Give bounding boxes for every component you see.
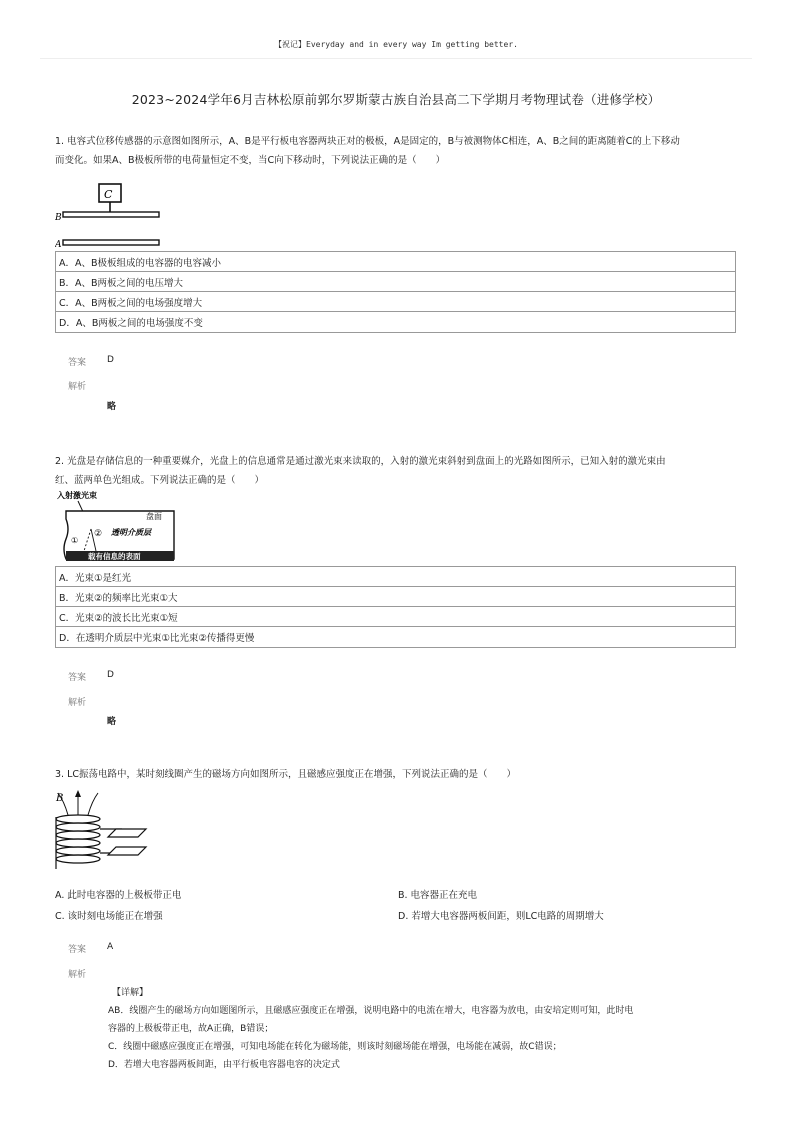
q1-stem-line2: 而变化。如果A、B极板所带的电荷量恒定不变，当C向下移动时，下列说法正确的是（ ） bbox=[55, 155, 446, 166]
q3-analysis-label: 解析 bbox=[68, 970, 87, 980]
q1-answer-label: 答案 bbox=[68, 358, 87, 368]
q3-option-c[interactable]: C. 该时刻电场能正在增强 bbox=[55, 911, 163, 922]
q3-label-b: B bbox=[56, 793, 64, 804]
q2-stem bbox=[55, 452, 745, 490]
q3-detail-line-3: C．线圈中磁感应强度正在增强，可知电场能在转化为磁场能，则该时刻磁场能在增强，电场能在减弱，故C错误； bbox=[108, 1042, 562, 1052]
q1-answer-value: D bbox=[107, 355, 114, 365]
q2-answer-value: D bbox=[107, 670, 114, 680]
q1-analysis-value: 略 bbox=[107, 402, 117, 412]
q3-options bbox=[55, 887, 745, 922]
q1-option-d[interactable]: D．A、B两板之间的电场强度不变 bbox=[59, 318, 203, 329]
q3-capacitor-bottom-plate bbox=[108, 847, 146, 855]
q3-option-a[interactable]: A. 此时电容器的上极板带正电 bbox=[55, 890, 182, 901]
q1-analysis-label: 解析 bbox=[68, 382, 87, 392]
q2-label-incident: 入射激光束 bbox=[57, 490, 97, 500]
q1-label-b: B bbox=[55, 213, 62, 223]
q3-detail-title: 【详解】 bbox=[112, 988, 149, 998]
q1-option-a[interactable]: A．A、B极板组成的电容器的电容减小 bbox=[56, 252, 735, 272]
q3-option-d[interactable]: D. 若增大电容器两板间距，则LC电路的周期增大 bbox=[398, 911, 604, 922]
q3-option-b[interactable]: B. 电容器正在充电 bbox=[398, 890, 478, 901]
q3-detail-line-2: 容器的上极板带正电，故A正确，B错误； bbox=[108, 1024, 274, 1034]
q2-stem-line1: 2. 光盘是存储信息的一种重要媒介，光盘上的信息通常是通过激光束来读取的，入射的激光束斜射到盘面上的光路如图所示，已知入射的激光束由 bbox=[55, 456, 666, 467]
q2-option-b[interactable]: B．光束②的频率比光束①大 bbox=[56, 587, 735, 607]
q2-label-layer: 透明介质层 bbox=[111, 527, 151, 537]
q1-stem-line1: 1. 电容式位移传感器的示意图如图所示，A、B是平行板电容器两块正对的极板，A是固定的，B与被测物体C相连，A、B之间的距离随着C的上下移动 bbox=[55, 136, 680, 147]
page-title: 2023~2024学年6月吉林松原前郭尔罗斯蒙古族自治县高二下学期月考物理试卷（进修学校） bbox=[131, 92, 661, 107]
q2-label-info: 载有信息的表面 bbox=[88, 552, 141, 561]
q3-arrow-icon bbox=[75, 790, 81, 797]
q1-options-table bbox=[55, 251, 736, 333]
q1-capacitor-figure bbox=[55, 178, 165, 250]
q1-plate-b bbox=[63, 212, 159, 217]
q2-option-d[interactable]: D．在透明介质层中光束①比光束②传播得更慢 bbox=[59, 633, 255, 644]
q3-detail-line-4: D．若增大电容器两板间距，由平行板电容器电容的决定式 bbox=[108, 1060, 340, 1070]
q2-options-table bbox=[55, 566, 736, 648]
q2-stem-line2: 红、蓝两单色光组成。下列说法正确的是（ ） bbox=[55, 475, 265, 486]
q3-answer-value: A bbox=[107, 942, 114, 952]
q1-label-a: A bbox=[55, 240, 62, 250]
q2-label-disc-face: 盘面 bbox=[146, 512, 162, 521]
q2-answer-label: 答案 bbox=[68, 673, 87, 683]
header-divider bbox=[40, 58, 752, 59]
header-note: 【祝记】Everyday and in every way Im getting better. bbox=[274, 40, 518, 49]
q1-option-c[interactable]: C．A、B两板之间的电场强度增大 bbox=[56, 292, 735, 312]
q3-capacitor-top-plate bbox=[108, 829, 146, 837]
q3-answer-label: 答案 bbox=[68, 945, 87, 955]
q1-option-b[interactable]: B．A、B两板之间的电压增大 bbox=[56, 272, 735, 292]
q3-coil bbox=[56, 815, 100, 863]
q2-label-beam2: ② bbox=[94, 529, 103, 539]
q2-option-c[interactable]: C．光束②的波长比光束①短 bbox=[56, 607, 735, 627]
q2-option-a[interactable]: A．光束①是红光 bbox=[56, 567, 735, 587]
q2-disc-figure bbox=[56, 489, 176, 565]
q2-analysis-value: 略 bbox=[107, 717, 117, 727]
q3-stem: 3. LC振荡电路中，某时刻线圈产生的磁场方向如图所示，且磁感应强度正在增强，下列说法正确的是（ ） bbox=[55, 769, 517, 780]
q3-detail-line-1: AB．线圈产生的磁场方向如题图所示，且磁感应强度正在增强，说明电路中的电流在增大，电容器为放电，由安培定则可知，此时电 bbox=[108, 1006, 634, 1016]
q2-analysis-label: 解析 bbox=[68, 698, 87, 708]
q3-detail bbox=[108, 984, 728, 1074]
q1-label-c: C bbox=[104, 188, 113, 201]
q3-field-line-right bbox=[88, 793, 98, 815]
q3-lc-figure bbox=[50, 789, 160, 873]
q1-stem bbox=[55, 132, 745, 170]
q1-plate-a bbox=[63, 240, 159, 245]
q2-label-beam1: ① bbox=[71, 536, 79, 545]
